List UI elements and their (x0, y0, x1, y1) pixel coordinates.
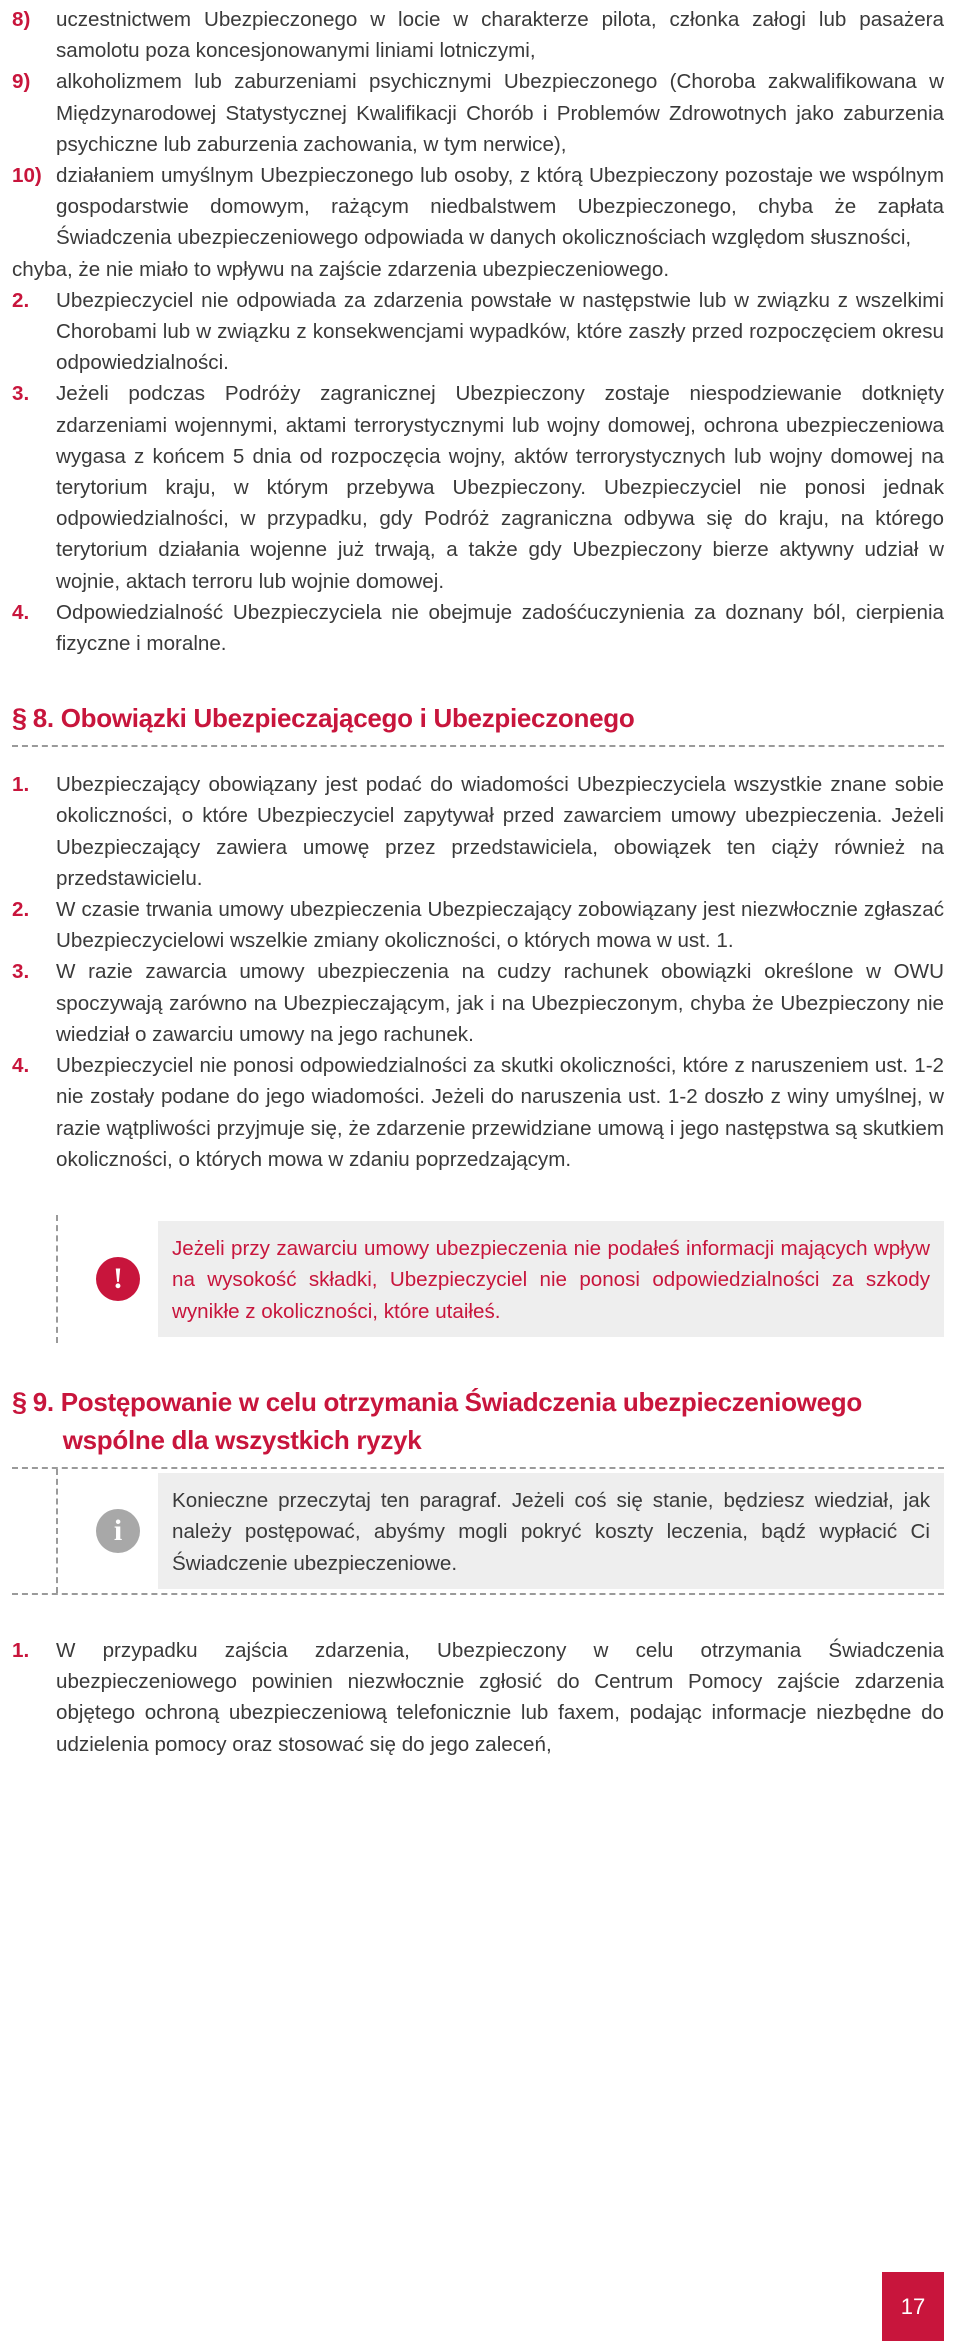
item-text: W przypadku zajścia zdarzenia, Ubezpieczony w celu otrzymania Świadczenia ubezpieczeniowego powinien niezwłocznie zgłosić do Centrum Pomocy zajście zdarzenia objętego ochroną ubezpieczeniową telefonicznie lub faxem, podając informacje niezbędne do udzielenia pomocy oraz stosować się do jego zaleceń, (56, 1638, 944, 1756)
paragraph-2 (12, 285, 944, 379)
item-text: alkoholizmem lub zaburzeniami psychicznymi Ubezpieczonego (Choroba zakwalifikowana w Międzynarodowej Statystycznej Kwalifikacji Chorób i Problemów Zdrowotnych jako zaburzenia psychiczne lub zaburzenia zachowania, w tym nerwice), (56, 70, 944, 156)
dashed-vertical-line (56, 1215, 58, 1343)
item-number: 4. (12, 600, 30, 624)
item-number: 9) (12, 70, 31, 94)
section-9-title-line1: 9. Postępowanie w celu otrzymania Świadczenia ubezpieczeniowego (32, 1386, 862, 1417)
paragraph-4 (12, 597, 944, 659)
section-8-title: 8. Obowiązki Ubezpieczającego i Ubezpieczonego (32, 703, 635, 734)
item-text: Ubezpieczający obowiązany jest podać do wiadomości Ubezpieczyciela wszystkie znane sobie okoliczności, o które Ubezpieczyciel zapytywał przed zawarciem umowy ubezpieczenia. Jeżeli Ubezpieczający zawiera umowę przez przedstawiciela, obowiązek ten ciąży również na przedstawicielu. (56, 773, 944, 890)
item-number: 3. (12, 382, 30, 406)
item-text: Jeżeli podczas Podróży zagranicznej Ubezpieczony zostaje niespodziewanie dotknięty zdarzeniami wojennymi, aktami terrorystycznymi lub wojny domowej, ochrona ubezpieczeniowa wygasa z końcem 5 dnia od rozpoczęcia wojny, aktów terrorystycznych lub wojny domowej na terytorium kraju, w którym przebywa Ubezpieczony. Ubezpieczyciel nie ponosi jednak odpowiedzialności, w przypadku, gdy Podróż zagraniczna odbywa się do kraju, na którego terytorium działania wojenne już trwają, a także gdy Ubezpieczony bierze aktywny udział w wojnie, aktach terroru lub wojnie domowej. (56, 382, 944, 593)
section-9-item-1 (12, 1635, 944, 1760)
section-8-item-4 (12, 1050, 944, 1175)
item-text: Ubezpieczyciel nie odpowiada za zdarzenia powstałe w następstwie lub w związku z wszelkimi Chorobami lub w związku z konsekwencjami wypadków, które zaszły przed rozpoczęciem okresu odpowiedzialności. (56, 288, 944, 375)
paragraph-3 (12, 378, 944, 596)
section-8-item-2 (12, 894, 944, 956)
warning-glyph: ! (113, 1261, 123, 1295)
list-item-9 (12, 66, 944, 160)
section-8-item-3 (12, 956, 944, 1050)
section-sign: § (12, 703, 27, 734)
item-text: działaniem umyślnym Ubezpieczonego lub osoby, z którą Ubezpieczony pozostaje we wspólnym gospodarstwie domowym, rażącym niedbalstwem Ubezpieczonego, chyba że zapłata Świadczenia ubezpieczeniowego odpowiada w danych okolicznościach względom słuszności, (56, 164, 944, 250)
section-8-item-1 (12, 769, 944, 894)
list-item-10 (12, 160, 944, 254)
section-8-list (12, 769, 944, 1175)
info-callout (12, 1469, 944, 1593)
section-divider (12, 745, 944, 747)
numbered-paragraphs (12, 285, 944, 659)
item-text: W czasie trwania umowy ubezpieczenia Ubezpieczający zobowiązany jest niezwłocznie zgłaszać Ubezpieczycielowi wszelkie zmiany okoliczności, o których mowa w ust. 1. (56, 898, 944, 953)
section-9-title-line2: wspólne dla wszystkich ryzyk (62, 1424, 422, 1455)
section-sign: § (12, 1386, 27, 1417)
exclusions-list (12, 4, 944, 254)
item-number: 10) (12, 164, 42, 188)
callout-gutter (12, 1469, 158, 1593)
item-text: Odpowiedzialność Ubezpieczyciela nie obejmuje zadośćuczynienia za doznany ból, cierpienia fizyczne i moralne. (56, 600, 944, 656)
section-9-heading (12, 1383, 944, 1459)
warning-icon (96, 1257, 140, 1301)
info-glyph: i (113, 1513, 123, 1547)
item-text: Ubezpieczyciel nie ponosi odpowiedzialności za skutki okoliczności, które z naruszeniem ust. 1-2 nie zostały podane do jego wiadomości. Jeżeli do naruszenia ust. 1-2 doszło z winy umyślnej, w razie wątpliwości przyjmuje się, że zdarzenie przewidziane umową i jego następstwa są skutkiem okoliczności, o których mowa w zdaniu poprzedzającym. (56, 1054, 944, 1171)
page-number: 17 (882, 2272, 944, 2341)
item-text: uczestnictwem Ubezpieczonego w locie w charakterze pilota, członka załogi lub pasażera samolotu poza koncesjonowanymi liniami lotniczymi, (56, 8, 944, 63)
section-8-heading (12, 699, 944, 737)
item-number: 3. (12, 960, 30, 984)
info-icon (96, 1509, 140, 1553)
item-number: 2. (12, 898, 30, 922)
section-9-list (12, 1635, 944, 1760)
section-divider (12, 1593, 944, 1595)
dashed-vertical-line (56, 1469, 58, 1593)
list-item-8 (12, 4, 944, 66)
item-number: 1. (12, 1638, 30, 1662)
item-text: W razie zawarcia umowy ubezpieczenia na cudzy rachunek obowiązki określone w OWU spoczywają zarówno na Ubezpieczającym, jak i na Ubezpieczonym, chyba że Ubezpieczony nie wiedział o zawarciu umowy na jego rachunek. (56, 960, 944, 1046)
callout-gutter (12, 1215, 158, 1343)
item-number: 4. (12, 1054, 30, 1078)
info-text: Konieczne przeczytaj ten paragraf. Jeżeli coś się stanie, będziesz wiedział, jak należy postępować, abyśmy mogli pokryć koszty leczenia, bądź wypłacić Ci Świadczenie ubezpieczeniowe. (158, 1473, 944, 1589)
section-9-title (33, 1383, 862, 1459)
page-content (12, 0, 944, 1760)
item-number: 2. (12, 288, 30, 312)
warning-text: Jeżeli przy zawarciu umowy ubezpieczenia nie podałeś informacji mających wpływ na wysokość składki, Ubezpieczyciel nie ponosi odpowiedzialności za szkody wynikłe z okoliczności, które utaiłeś. (158, 1221, 944, 1337)
warning-callout (12, 1215, 944, 1343)
item-number: 1. (12, 773, 30, 797)
exclusions-tail-text: chyba, że nie miało to wpływu na zajście zdarzenia ubezpieczeniowego. (12, 257, 670, 281)
item-number: 8) (12, 8, 31, 31)
